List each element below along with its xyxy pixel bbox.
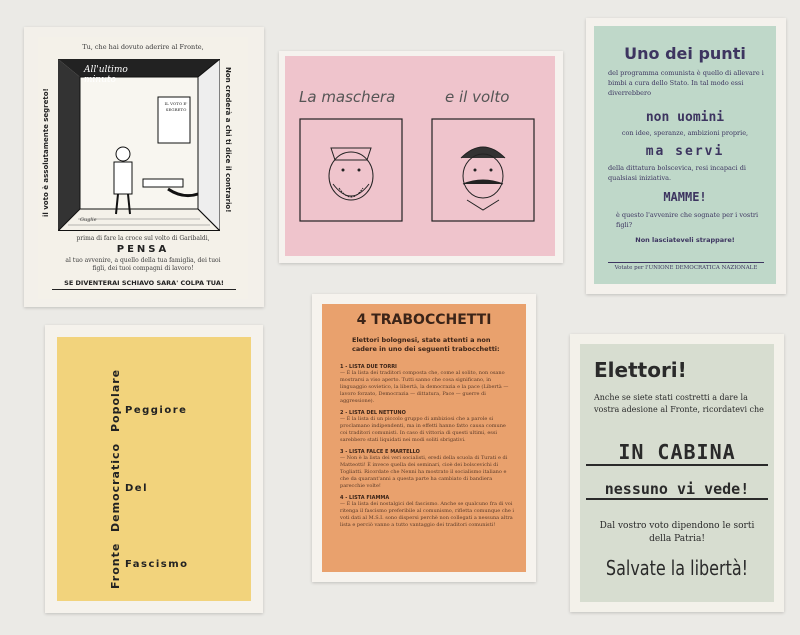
flyer5-intro: Elettori bolognesi, state attenti a non cadere in uno dei seguenti trabocchetti: [352,336,500,353]
flyer-elettori [570,334,784,612]
flyer3-h4: MAMME! [663,190,707,204]
list-item: 4 - LISTA FIAMMA — È la lista dei nostalgici del fascismo. Anche se qualcuno fra di voi ritenga il fascismo preferibile al comunismo, rifletta comunque che i voti dati al M.S.I. sono dispersi perchè non collegati a nessuna altra lista e perciò vanno a tutto vantaggio dei traditori comunisti! [340,495,514,528]
flyer6-slogan: Salvate la libertà! [605,556,749,580]
flyer1-signature: Guglie [80,217,97,223]
flyer6-title: Elettori! [594,358,687,382]
flyer1-body: prima di fare la croce sul volto di Garibaldi, [76,235,210,242]
flyer1-intro: Tu, che hai dovuto aderire al Fronte, [82,43,204,51]
flyer1-footer: SE DIVENTERAI SCHIAVO SARA' COLPA TUA! [52,279,236,290]
flyer-fronte-democratico-popolare [45,325,263,613]
flyer-la-maschera-e-il-volto [279,51,563,263]
list-item: 1 - LISTA DUE TORRI — È la lista dei traditori composta che, come al solito, non osano mostrarsi a viso aperto. Tutti sanno che cosa significano, in linguaggio sovietico, la libertà, la democrazia e la pace (Libertà — lavoro forzato, Democrazia — dittatura, Pace — guerre di aggressione). [340,364,509,404]
flyer1-body2: al tuo avvenire, a quello della tua famiglia, dei tuoi figli, dei tuoi compagni di lavoro! [65,257,221,272]
flyer1-cartoon-caption: All'ultimo minuto [84,65,128,85]
flyer2-title-left: La maschera [299,88,396,106]
flyer3-p4: è questo l'avvenire che sognate per i vostri figli? [616,211,759,229]
flyer3-h3: ma servi [645,144,725,159]
flyer3-h2: non uomini [645,110,725,125]
word-del: Del [125,483,149,494]
flyer2-title-right: e il volto [445,88,510,106]
list-item: 2 - LISTA DEL NETTUNO — È la lista di un piccolo gruppo di ambiziosi che a parole si proclamano indipendenti, ma in effetti hanno fatto causa comune coi traditori comunisti. In caso di vittoria di questi ultimi, essi sarebbero stati liquidati nei modi soliti sbrigativi. [340,410,506,443]
word-fronte: Fronte [109,542,122,589]
flyer-paper [38,37,248,299]
flyer6-p2: Dal vostro voto dipendono le sorti della Patria! [599,521,755,544]
flyer3-p2: con idee, speranze, ambizioni proprie, [621,129,749,137]
flyer3-p1: del programma comunista è quello di allevare i bimbi a cura dello Stato. In tal modo essi diverrebbero [608,69,764,97]
flyer1-pensa: PENSA [116,244,170,255]
flyer-paper [322,304,526,572]
flyer-all-ultimo-minuto [24,27,264,307]
flyer3-p3: della dittatura bolscevica, resi incapaci di qualsiasi iniziativa. [608,164,746,182]
flyer1-right-vertical: Non crederà a chi ti dice il contrario! [224,67,232,213]
flyer-paper [285,56,555,256]
flyer6-big1: IN CABINA [586,440,768,466]
flyer-paper [580,344,774,602]
flyer5-title: 4 TRABOCCHETTI [356,312,492,328]
list-item: 3 - LISTA FALCE E MARTELLO — Non è la lista dei veri socialisti, eredi della scuola di Turati e di Matteotti! È invece quella dei seminari, cioè dei bolscevichi di Togliatti. Ricordate che Nenni ha mostrato il socialismo italiano e che da quarant'anni a questa parte ha cambiato di bandiera parecchie volte! [340,449,508,489]
flyer-uno-dei-punti [586,18,786,294]
flyer4-vertical-words [109,353,122,589]
word-fascismo: Fascismo [125,559,189,570]
flyer3-footer: Votate per l'UNIONE DEMOCRATICA NAZIONALE [608,262,764,271]
garibaldi-mask-drawing [299,118,403,222]
flyer6-p1: Anche se siete stati costretti a dare la vostra adesione al Fronte, ricordatevi che [594,393,764,414]
flyer-4-trabocchetti [312,294,536,582]
word-democratico: Democratico [109,442,122,532]
flyer-paper [57,337,251,601]
flyer6-big2: nessuno vi vede! [586,480,768,500]
flyer3-p5: Non lasciateveli strappare! [635,236,735,244]
flyer3-title: Uno dei punti [624,44,746,63]
flyer1-left-vertical: il voto è assolutamente segreto! [42,88,50,217]
flyer5-items [340,364,514,529]
flyer-paper [594,26,776,284]
flyer1-sign-text: IL VOTO E' SEGRETO [164,101,188,112]
word-peggiore: Peggiore [125,405,188,416]
stalin-face-drawing [431,118,535,222]
word-popolare: Popolare [109,368,122,432]
